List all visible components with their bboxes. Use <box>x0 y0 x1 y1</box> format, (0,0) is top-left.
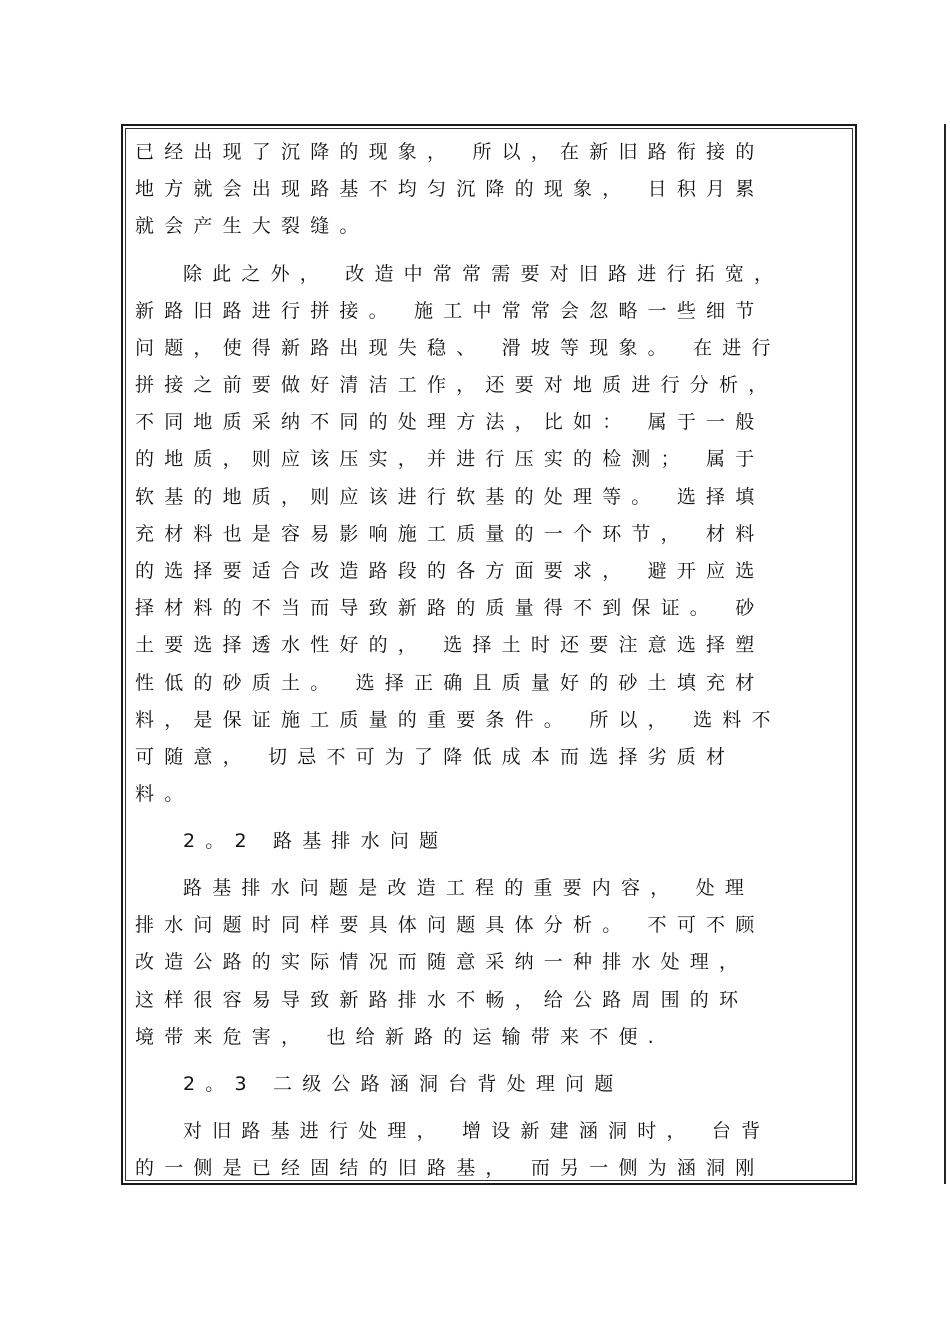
body-text-line: 可随意， 切忌不可为了降低成本而选择劣质材 <box>135 746 736 768</box>
body-text-line: 这样很容易导致新路排水不畅，给公路周围的环 <box>135 989 749 1011</box>
paragraph-first-line: 对旧路基进行处理， 增设新建涵洞时， 台背 <box>183 1120 771 1142</box>
body-text-line: 的地质，则应该压实，并进行压实的检测； 属于 <box>135 448 765 470</box>
body-text-line: 料，是保证施工质量的重要条件。 所以， 选料不 <box>135 709 781 731</box>
body-text-line: 土要选择透水性好的， 选择土时还要注意选择塑 <box>135 634 765 656</box>
body-text-line: 性低的砂质土。 选择正确且质量好的砂土填充材 <box>135 672 765 694</box>
section-heading: 2。2 路基排水问题 <box>183 830 449 852</box>
section-heading: 2。3 二级公路涵洞台背处理问题 <box>183 1073 624 1095</box>
paragraph-first-line: 路基排水问题是改造工程的重要内容， 处理 <box>183 877 755 899</box>
body-text-line: 已经出现了沉降的现象， 所以，在新旧路衔接的 <box>135 141 765 163</box>
body-text-line: 料。 <box>135 783 194 805</box>
body-text-line: 改造公路的实际情况而随意采纳一种排水处理， <box>135 951 749 973</box>
body-text-line: 地方就会出现路基不均匀沉降的现象， 日积月累 <box>135 178 765 200</box>
body-text-line: 的选择要适合改造路段的各方面要求， 避开应选 <box>135 560 765 582</box>
body-text-line: 不同地质采纳不同的处理方法，比如： 属于一般 <box>135 411 765 433</box>
body-text-line: 择材料的不当而导致新路的质量得不到保证。 砂 <box>135 597 765 619</box>
body-text-line: 充材料也是容易影响施工质量的一个环节， 材料 <box>135 523 765 545</box>
paragraph-first-line: 除此之外， 改造中常常需要对旧路进行拓宽， <box>183 263 784 285</box>
body-text-line: 境带来危害， 也给新路的运输带来不便. <box>135 1026 664 1048</box>
body-text-line: 软基的地质，则应该进行软基的处理等。 选择填 <box>135 486 765 508</box>
body-text-line: 问题，使得新路出现失稳、 滑坡等现象。 在进行 <box>135 337 781 359</box>
body-text-line: 的一侧是已经固结的旧路基， 而另一侧为涵洞刚 <box>135 1157 765 1179</box>
body-text-line: 排水问题时同样要具体问题具体分析。 不可不顾 <box>135 914 765 936</box>
right-edge-line <box>944 124 946 1184</box>
body-text-line: 就会产生大裂缝。 <box>135 215 369 237</box>
body-text-line: 新路旧路进行拼接。 施工中常常会忽略一些细节 <box>135 300 765 322</box>
body-text-line: 拼接之前要做好清洁工作，还要对地质进行分析， <box>135 374 778 396</box>
